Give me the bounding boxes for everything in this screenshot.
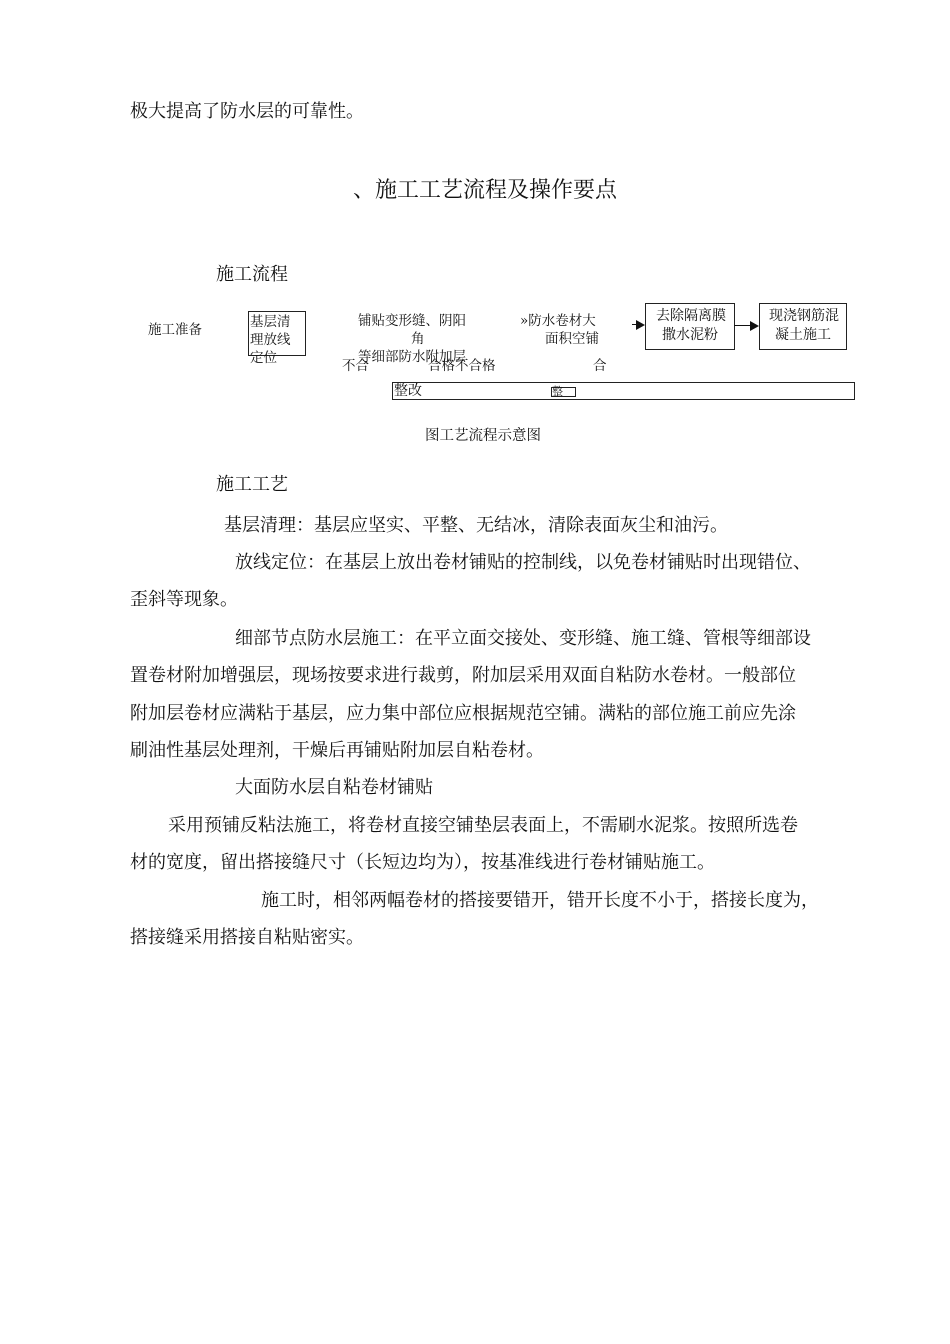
process-heading: 施工工艺 [216,474,288,495]
para-detail-4: 刷油性基层处理剂，干燥后再铺贴附加层自粘卷材。 [130,740,544,761]
flow-step-detail-line2: 角 [411,331,425,347]
flow-rectify-bar [392,382,855,400]
para-detail-2: 置卷材附加增强层，现场按要求进行裁剪，附加层采用双面自粘防水卷材。一般部位 [130,665,796,686]
flow-step-concrete-line1: 现浇钢筋混 [769,308,839,324]
figure-caption: 图工艺流程示意图 [425,428,541,444]
flow-step-remove-line1: 去除隔离膜 [656,308,726,324]
para-large-2: 材的宽度，留出搭接缝尺寸（长短边均为），按基准线进行卷材铺贴施工。 [130,852,715,873]
flow-step-base-line1: 基层清 [250,314,291,330]
para-detail-1: 细部节点防水层施工：在平立面交接处、变形缝、施工缝、管根等细部设 [235,628,811,649]
flow-step-concrete [759,303,847,350]
flow-step-remove-line2: 撒水泥粉 [662,327,718,343]
flow-heading: 施工流程 [216,264,288,285]
flow-fail-label-3: 合 [593,358,607,374]
flow-step-prepare: 施工准备 [148,322,202,338]
flow-step-base-line3: 定位 [250,350,277,366]
flow-rectify-small-label: 整 [552,385,563,398]
flow-step-membrane-line2: 面积空铺 [545,331,599,347]
para-base-clean: 基层清理：基层应坚实、平整、无结冰，清除表面灰尘和油污。 [224,515,728,536]
flow-step-base-clean [248,311,306,366]
flow-step-detail-line3: 等细部防水附加层 [358,349,466,365]
flow-fail-label-2: 合格不合格 [428,358,496,374]
section-title: 、施工工艺流程及操作要点 [353,178,618,203]
flow-step-base-line2: 理放线 [250,332,291,348]
flow-step-concrete-line2: 凝土施工 [775,327,831,343]
flow-fail-label-1: 不合 [342,358,369,374]
flow-arrow-head-2 [750,321,759,331]
para-line-setout-1: 放线定位：在基层上放出卷材铺贴的控制线，以免卷材铺贴时出现错位、 [235,552,811,573]
para-large-1: 采用预铺反粘法施工，将卷材直接空铺垫层表面上，不需刷水泥浆。按照所选卷 [168,815,798,836]
flow-step-detail-line1: 铺贴变形缝、阴阳 [358,313,466,329]
flow-arrow-line-2 [734,325,750,326]
flow-arrow-head-1 [636,320,645,330]
intro-line: 极大提高了防水层的可靠性。 [130,101,364,122]
para-line-setout-2: 歪斜等现象。 [130,589,238,610]
flow-rectify-label: 整改 [394,383,422,399]
flow-step-membrane-line1: »防水卷材大 [520,313,596,329]
para-overlap-1: 施工时，相邻两幅卷材的搭接要错开，错开长度不小于，搭接长度为， [261,890,819,911]
flow-rectify-small-box [551,387,576,397]
flow-step-remove-film [645,303,735,350]
para-large-heading: 大面防水层自粘卷材铺贴 [235,777,433,798]
para-detail-3: 附加层卷材应满粘于基层，应力集中部位应根据规范空铺。满粘的部位施工前应先涂 [130,703,796,724]
para-overlap-2: 搭接缝采用搭接自粘贴密实。 [130,927,364,948]
